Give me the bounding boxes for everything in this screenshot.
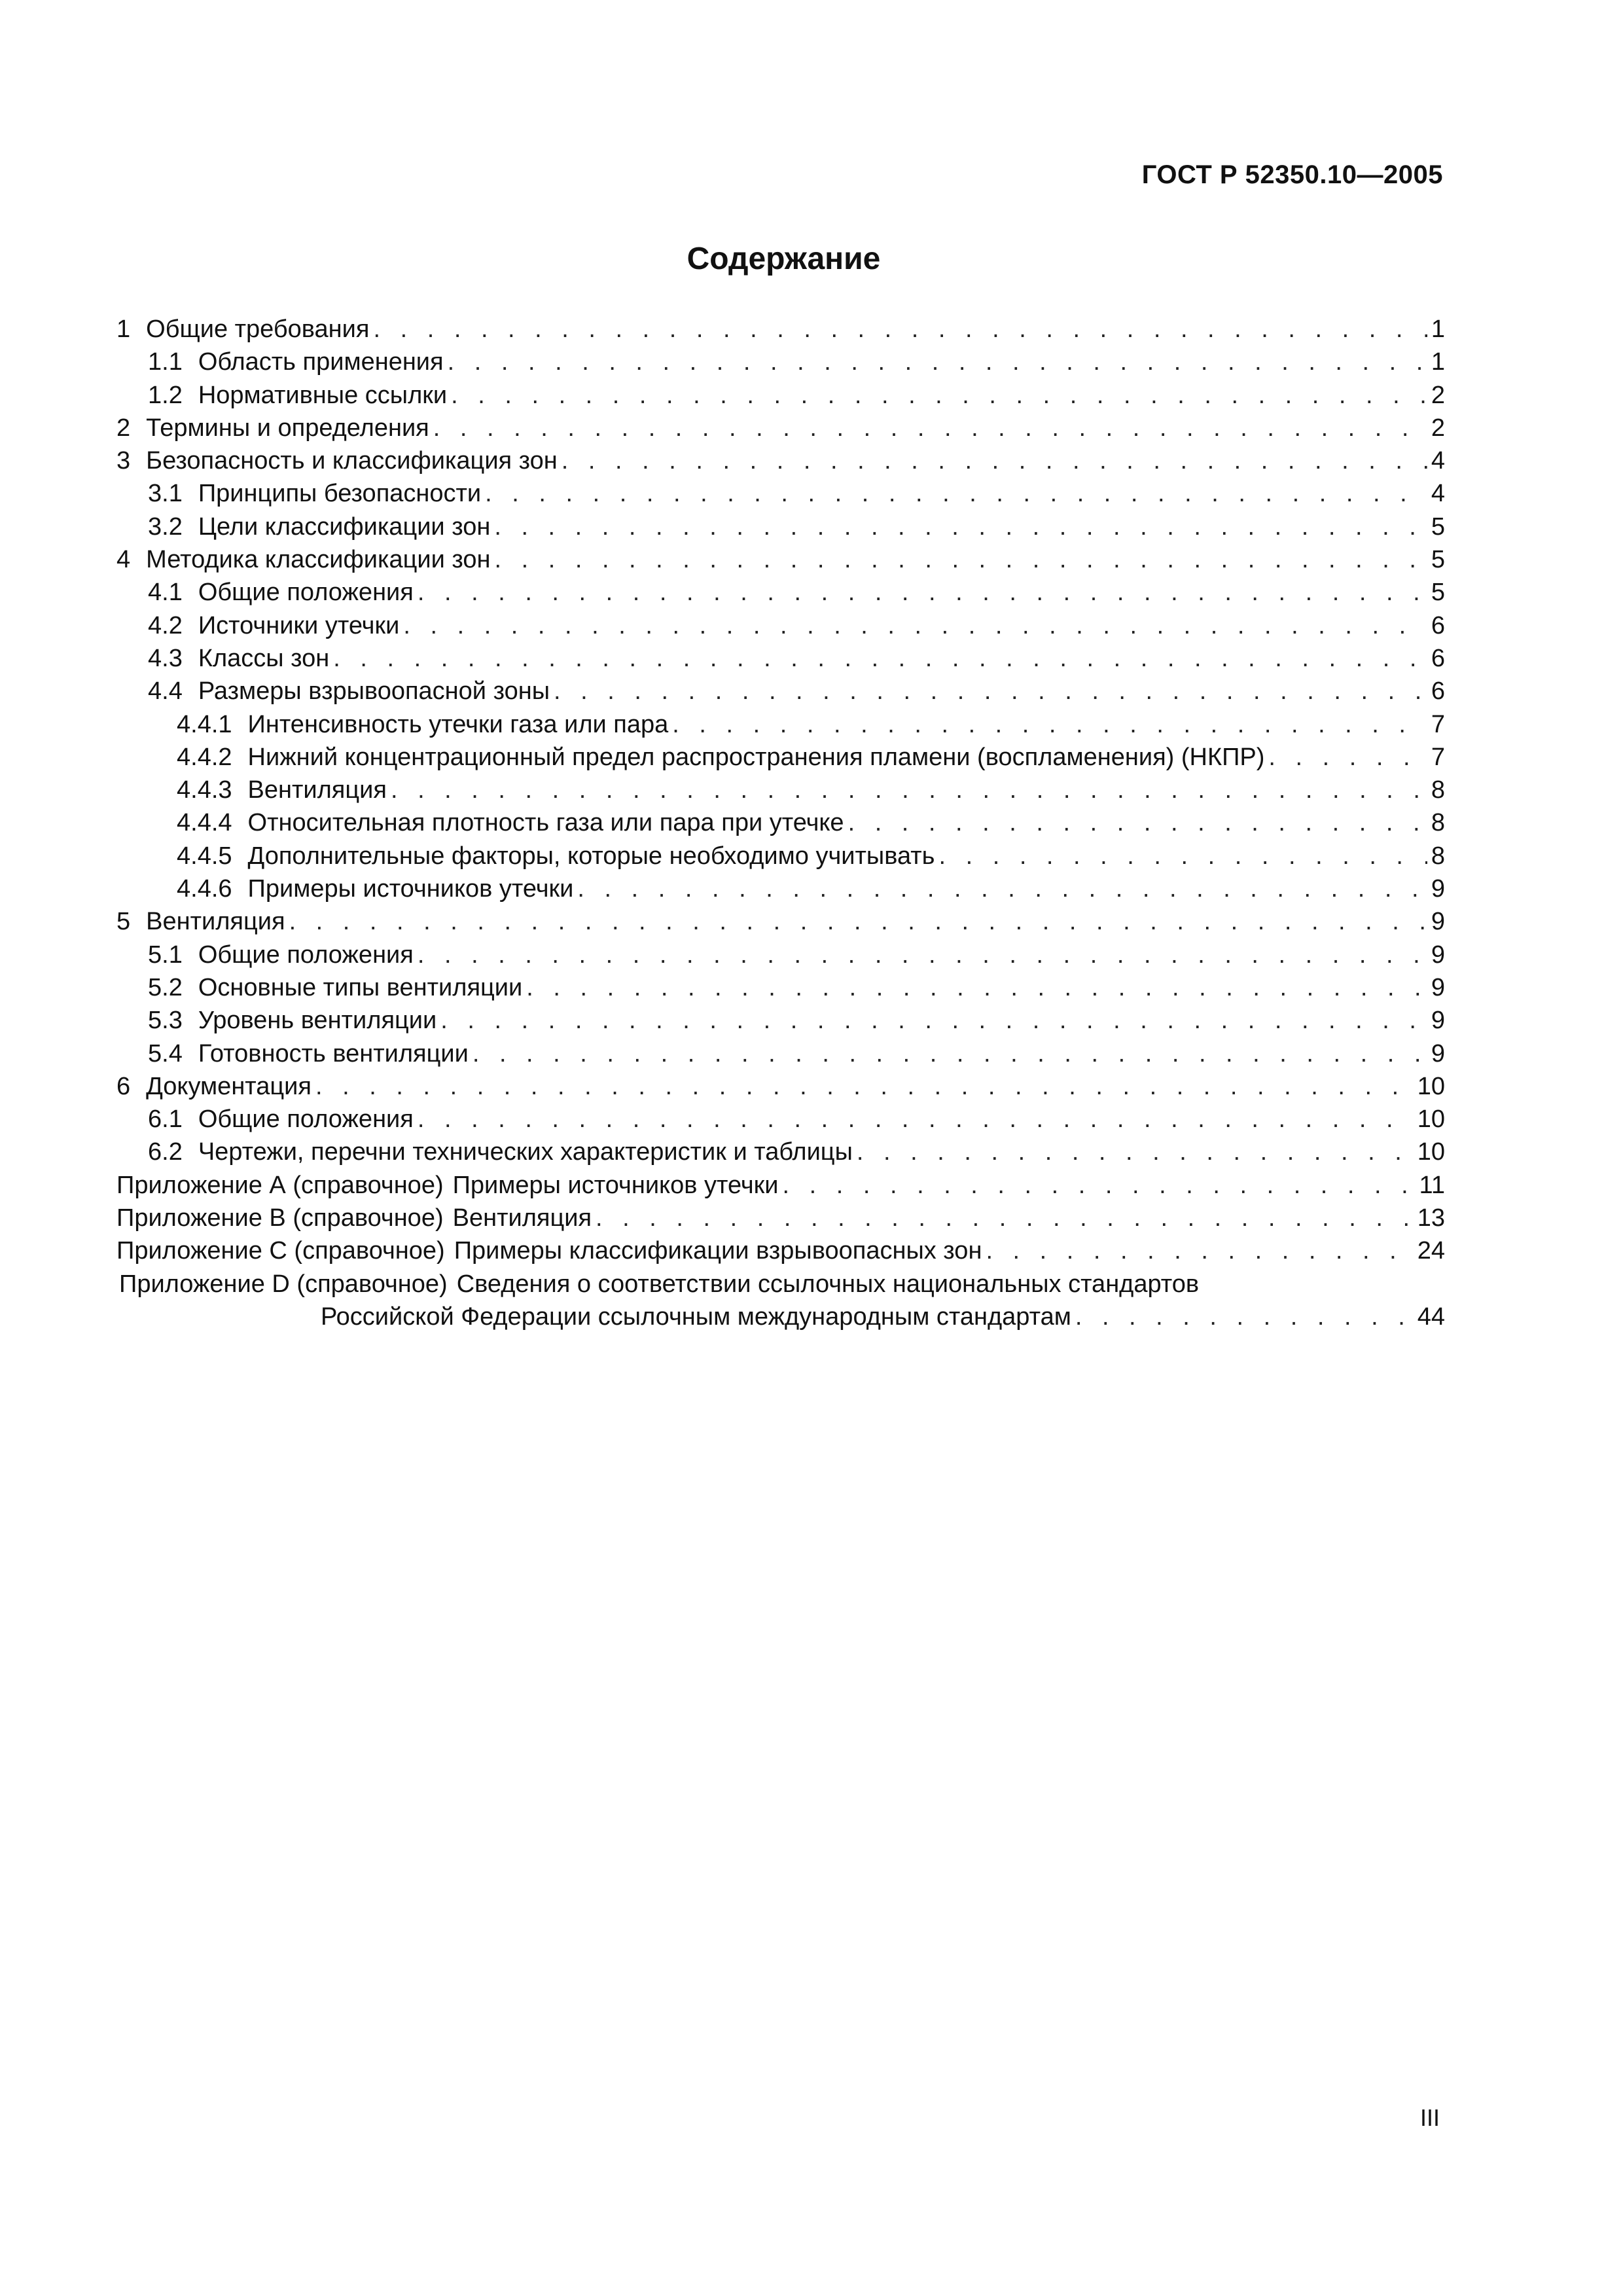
toc-entry[interactable]: [116, 576, 1445, 609]
toc-entry-number: 4.3: [148, 644, 183, 672]
dot-leader: [672, 708, 1427, 741]
toc-entry-page: 6: [1431, 677, 1445, 706]
page-number: III: [1419, 2104, 1440, 2131]
toc-entry-page: 2: [1431, 381, 1445, 409]
appendix-title: Примеры источников утечки: [452, 1171, 779, 1199]
appendix-page: 44: [1417, 1302, 1445, 1331]
toc-entry-page: 8: [1431, 776, 1445, 804]
toc-entry-title: Уровень вентиляции: [198, 1007, 437, 1035]
toc-entry-page: 7: [1431, 743, 1445, 771]
toc-entry-title: Готовность вентиляции: [198, 1039, 469, 1067]
toc-entry-page: 2: [1431, 414, 1445, 442]
toc-entry-page: 6: [1431, 644, 1445, 672]
appendix-page: 11: [1419, 1171, 1445, 1199]
toc-entry-number: 6: [116, 1072, 131, 1100]
toc-entry-page: 5: [1431, 579, 1445, 607]
dot-leader: [418, 1103, 1414, 1136]
toc-entry[interactable]: [116, 511, 1445, 543]
toc-entry[interactable]: [116, 905, 1445, 938]
toc-appendix-entry[interactable]: [116, 1202, 1445, 1234]
toc-entry-page: 1: [1431, 315, 1445, 343]
toc-appendix-d-line1[interactable]: [116, 1268, 1445, 1300]
toc-entry-title: Безопасность и классификация зон: [146, 447, 558, 475]
dot-leader: [289, 905, 1427, 938]
toc-entry[interactable]: [116, 939, 1445, 971]
toc-entry[interactable]: [116, 872, 1445, 905]
toc-entry[interactable]: [116, 675, 1445, 708]
toc-entry[interactable]: [116, 1037, 1445, 1070]
dot-leader: [1075, 1300, 1414, 1333]
dot-leader: [485, 477, 1427, 510]
toc-entry-number: 4.4.2: [177, 743, 232, 771]
dot-leader: [391, 774, 1427, 806]
toc-entry-title: Термины и определения: [146, 414, 429, 442]
dot-leader: [938, 840, 1427, 872]
dot-leader: [451, 379, 1427, 412]
document-code: ГОСТ Р 52350.10—2005: [1141, 160, 1443, 189]
toc-entry-title: Общие требования: [146, 315, 370, 343]
appendix-label: Приложение А (справочное): [116, 1171, 444, 1199]
dot-leader: [577, 872, 1427, 905]
toc-entry-number: 1: [116, 315, 131, 343]
dot-leader: [783, 1169, 1416, 1202]
appendix-title: Вентиляция: [452, 1204, 592, 1232]
toc-appendix-d-line2[interactable]: [116, 1300, 1445, 1333]
toc-entry-title: Размеры взрывоопасной зоны: [198, 677, 550, 706]
toc-entry[interactable]: [116, 346, 1445, 378]
toc-entry-page: 9: [1431, 1007, 1445, 1035]
toc-entry-title: Цели классификации зон: [198, 512, 491, 541]
dot-leader: [1268, 741, 1427, 774]
toc-entry-page: 10: [1417, 1138, 1445, 1166]
toc-entry-page: 9: [1431, 875, 1445, 903]
toc-appendix-entry[interactable]: [116, 1169, 1445, 1202]
toc-entry-page: 9: [1431, 1039, 1445, 1067]
toc-entry-page: 8: [1431, 842, 1445, 870]
toc-entry-page: 9: [1431, 941, 1445, 969]
toc-entry[interactable]: [116, 971, 1445, 1004]
toc-entry[interactable]: [116, 477, 1445, 510]
toc-entry-title: Относительная плотность газа или пара при утечке: [247, 809, 844, 837]
toc-entry-number: 4.4.5: [177, 842, 232, 870]
toc-entry-number: 6.1: [148, 1105, 183, 1134]
toc-entry-number: 4.4.3: [177, 776, 232, 804]
dot-leader: [440, 1004, 1427, 1037]
toc-entry-number: 4.4.6: [177, 875, 232, 903]
toc-entry[interactable]: [116, 642, 1445, 675]
toc-entry-number: 6.2: [148, 1138, 183, 1166]
toc-entry-title: Документация: [146, 1072, 312, 1100]
toc-entry[interactable]: [116, 1070, 1445, 1103]
appendix-label: Приложение С (справочное): [116, 1237, 445, 1265]
toc-entry-page: 9: [1431, 973, 1445, 1001]
toc-entry[interactable]: [116, 806, 1445, 839]
dot-leader: [418, 939, 1427, 971]
dot-leader: [473, 1037, 1427, 1070]
dot-leader: [562, 444, 1427, 477]
toc-entry[interactable]: [116, 708, 1445, 741]
toc-entry-title: Примеры источников утечки: [247, 875, 574, 903]
toc-entry-title: Методика классификации зон: [146, 546, 491, 574]
toc-entry-page: 8: [1431, 809, 1445, 837]
toc-entry-page: 5: [1431, 512, 1445, 541]
toc-entry[interactable]: [116, 444, 1445, 477]
toc-entry[interactable]: [116, 1004, 1445, 1037]
appendix-title-continued: Российской Федерации ссылочным международным стандартам: [321, 1302, 1071, 1331]
toc-entry[interactable]: [116, 543, 1445, 576]
toc-entry-number: 4.4.4: [177, 809, 232, 837]
dot-leader: [315, 1070, 1414, 1103]
toc-entry-title: Область применения: [198, 348, 444, 376]
toc-entry-page: 1: [1431, 348, 1445, 376]
toc-entry-title: Общие положения: [198, 579, 414, 607]
appendix-page: 24: [1417, 1237, 1445, 1265]
toc-entry-title: Основные типы вентиляции: [198, 973, 523, 1001]
toc-entry-number: 5.3: [148, 1007, 183, 1035]
toc-entry-number: 4.1: [148, 579, 183, 607]
toc-entry-number: 4: [116, 546, 131, 574]
toc-entry-page: 4: [1431, 447, 1445, 475]
toc-entry-page: 10: [1417, 1072, 1445, 1100]
toc-entry-number: 1.1: [148, 348, 183, 376]
toc-entry-number: 5: [116, 908, 131, 936]
toc-entry[interactable]: [116, 313, 1445, 346]
toc-entry-title: Чертежи, перечни технических характеристик и таблицы: [198, 1138, 853, 1166]
appendix-title: Примеры классификации взрывоопасных зон: [454, 1237, 982, 1265]
dot-leader: [433, 412, 1427, 444]
toc-entry-page: 9: [1431, 908, 1445, 936]
toc-entry[interactable]: [116, 774, 1445, 806]
toc-entry[interactable]: [116, 1136, 1445, 1168]
toc-entry-page: 10: [1417, 1105, 1445, 1134]
toc-entry-title: Общие положения: [198, 941, 414, 969]
toc-entry-title: Классы зон: [198, 644, 330, 672]
toc-entry-number: 5.1: [148, 941, 183, 969]
dot-leader: [448, 346, 1427, 378]
toc-entry-number: 4.4: [148, 677, 183, 706]
page-title: Содержание: [687, 242, 881, 276]
toc-entry-number: 2: [116, 414, 131, 442]
dot-leader: [596, 1202, 1414, 1234]
toc-entry[interactable]: [116, 741, 1445, 774]
toc-entry-number: 3: [116, 447, 131, 475]
toc-entry[interactable]: [116, 840, 1445, 872]
toc-entry-number: 3.2: [148, 512, 183, 541]
toc-entry-number: 4.2: [148, 611, 183, 639]
toc-entry-title: Принципы безопасности: [198, 480, 482, 508]
toc-entry[interactable]: [116, 412, 1445, 444]
dot-leader: [526, 971, 1427, 1004]
dot-leader: [373, 313, 1427, 346]
dot-leader: [554, 675, 1427, 708]
toc-entry-title: Вентиляция: [146, 908, 285, 936]
dot-leader: [857, 1136, 1414, 1168]
dot-leader: [403, 609, 1427, 642]
toc-entry-title: Нормативные ссылки: [198, 381, 448, 409]
toc-entry-number: 5.4: [148, 1039, 183, 1067]
toc-entry-title: Дополнительные факторы, которые необходимо учитывать: [247, 842, 935, 870]
toc-entry-number: 5.2: [148, 973, 183, 1001]
toc-appendix-entry[interactable]: [116, 1234, 1445, 1267]
toc-entry[interactable]: [116, 379, 1445, 412]
toc-entry-number: 3.1: [148, 480, 183, 508]
appendix-title: Сведения о соответствии ссылочных национальных стандартов: [456, 1270, 1200, 1298]
toc-entry-page: 7: [1431, 710, 1445, 738]
toc-entry-title: Вентиляция: [247, 776, 387, 804]
toc-entry-number: 1.2: [148, 381, 183, 409]
toc-entry[interactable]: [116, 609, 1445, 642]
toc-entry-page: 5: [1431, 546, 1445, 574]
toc-entry-page: 4: [1431, 480, 1445, 508]
dot-leader: [418, 576, 1427, 609]
table-of-contents: [116, 313, 1445, 1333]
toc-entry-title: Интенсивность утечки газа или пара: [247, 710, 669, 738]
toc-entry[interactable]: [116, 1103, 1445, 1136]
toc-entry-title: Источники утечки: [198, 611, 400, 639]
dot-leader: [333, 642, 1427, 675]
toc-entry-title: Общие положения: [198, 1105, 414, 1134]
toc-entry-page: 6: [1431, 611, 1445, 639]
dot-leader: [494, 511, 1427, 543]
toc-entry-number: 4.4.1: [177, 710, 232, 738]
dot-leader: [848, 806, 1427, 839]
dot-leader: [986, 1234, 1413, 1267]
appendix-label: Приложение D (справочное): [119, 1270, 448, 1298]
toc-entry-title: Нижний концентрационный предел распространения пламени (воспламенения) (НКПР): [247, 743, 1265, 771]
appendix-label: Приложение В (справочное): [116, 1204, 444, 1232]
appendix-page: 13: [1417, 1204, 1445, 1232]
dot-leader: [494, 543, 1427, 576]
